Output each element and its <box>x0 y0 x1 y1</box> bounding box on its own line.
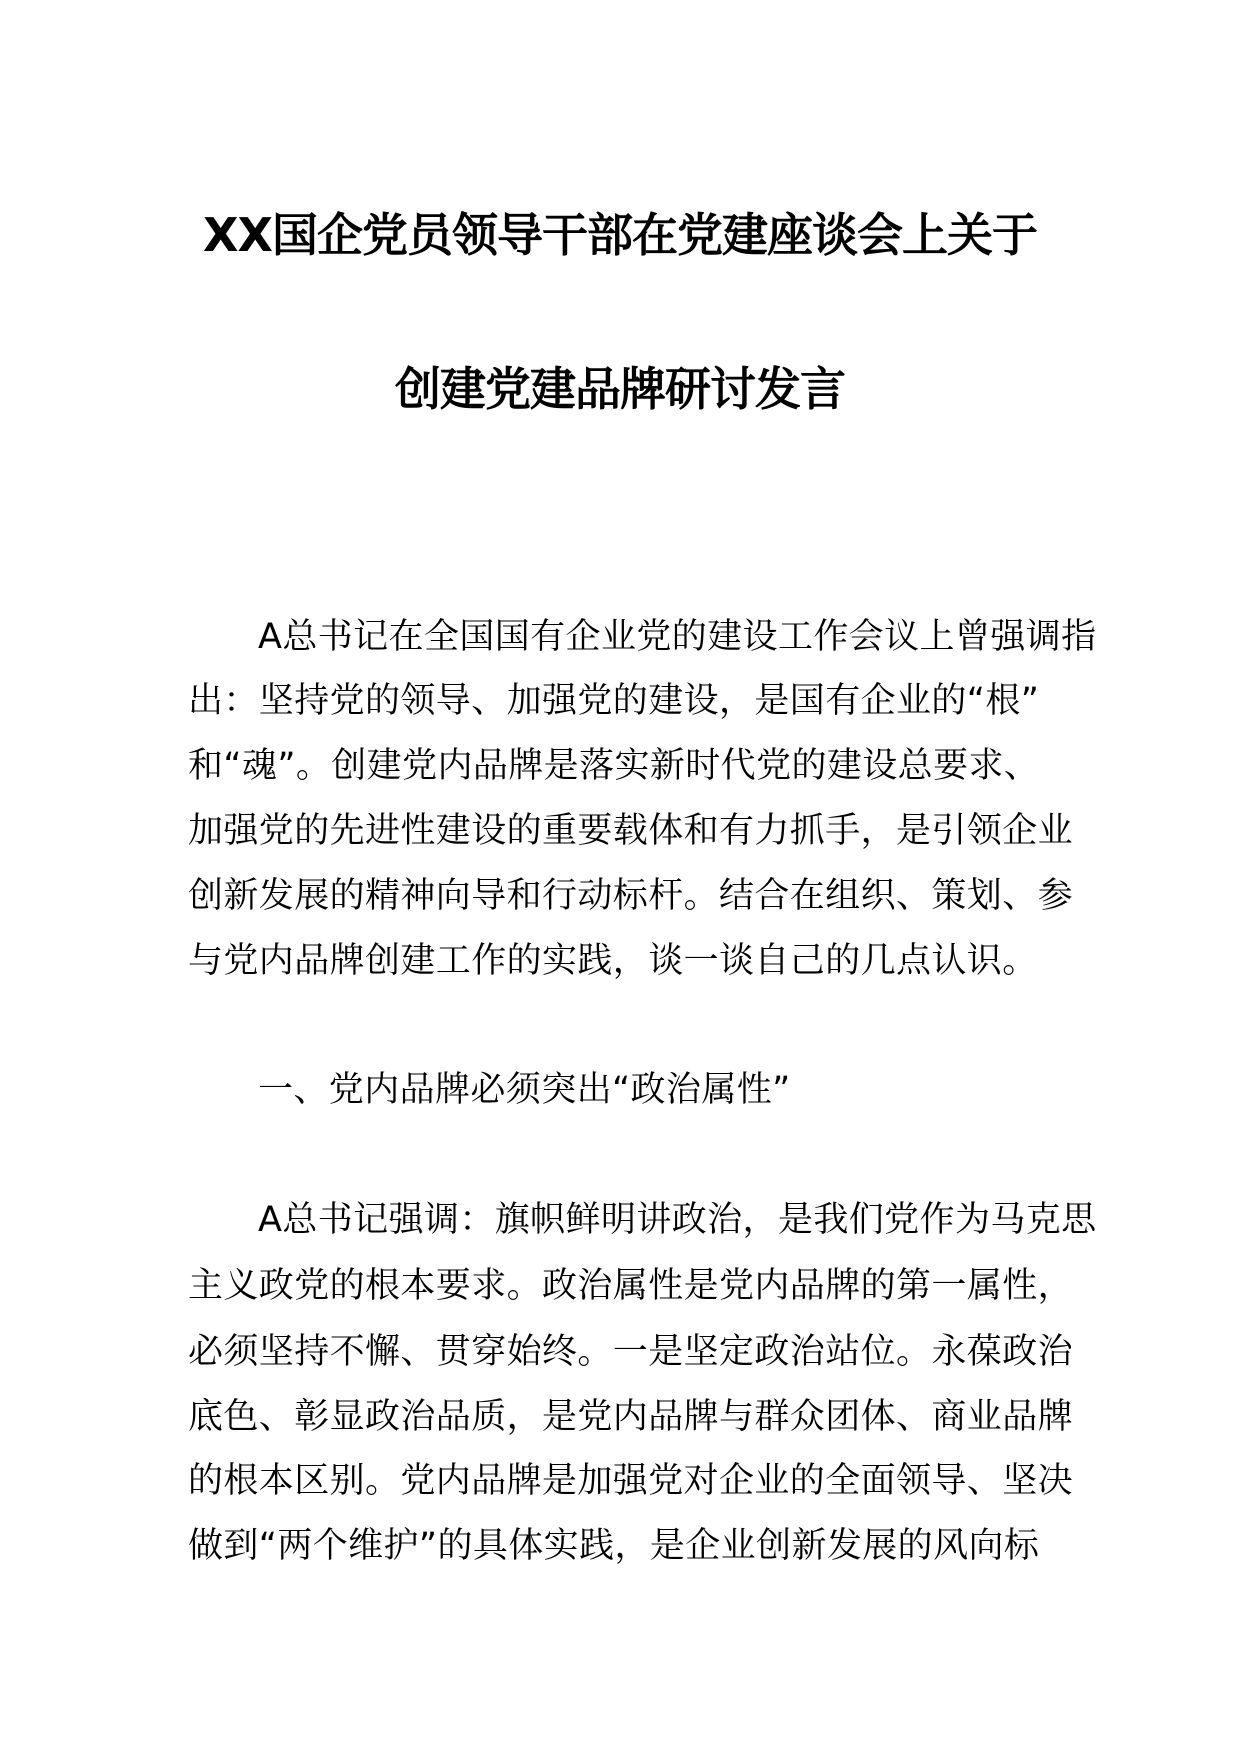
paragraph-line: 必须坚持不懈、贯穿始终。一是坚定政治站位。永葆政治 <box>188 1332 1074 1372</box>
paragraph-line: 主义政党的根本要求。政治属性是党内品牌的第一属性， <box>188 1266 1074 1306</box>
paragraph-line: 加强党的先进性建设的重要载体和有力抓手，是引领企业 <box>188 811 1074 851</box>
paragraph-line: A总书记强调：旗帜鲜明讲政治，是我们党作为马克思 <box>258 1200 1097 1240</box>
section-heading: 一、党内品牌必须突出“政治属性” <box>258 1070 791 1110</box>
paragraph-line: 和“魂”。创建党内品牌是落实新时代党的建设总要求、 <box>188 746 1040 786</box>
paragraph-line: 底色、彰显政治品质，是党内品牌与群众团体、商业品牌 <box>188 1397 1074 1437</box>
paragraph-line: 出：坚持党的领导、加强党的建设，是国有企业的“根” <box>188 681 1040 721</box>
paragraph-line: 做到“两个维护”的具体实践，是企业创新发展的风向标 <box>188 1526 1040 1566</box>
paragraph-line: A总书记在全国国有企业党的建设工作会议上曾强调指 <box>258 617 1097 657</box>
paragraph-line: 创新发展的精神向导和行动标杆。结合在组织、策划、参 <box>188 876 1074 916</box>
paragraph-line: 的根本区别。党内品牌是加强党对企业的全面领导、坚决 <box>188 1461 1074 1501</box>
document-title-line-1: XX国企党员领导干部在党建座谈会上关于 <box>203 208 1037 262</box>
document-title-line-2: 创建党建品牌研讨发言 <box>395 362 845 416</box>
paragraph-line: 与党内品牌创建工作的实践，谈一谈自己的几点认识。 <box>188 941 1038 981</box>
